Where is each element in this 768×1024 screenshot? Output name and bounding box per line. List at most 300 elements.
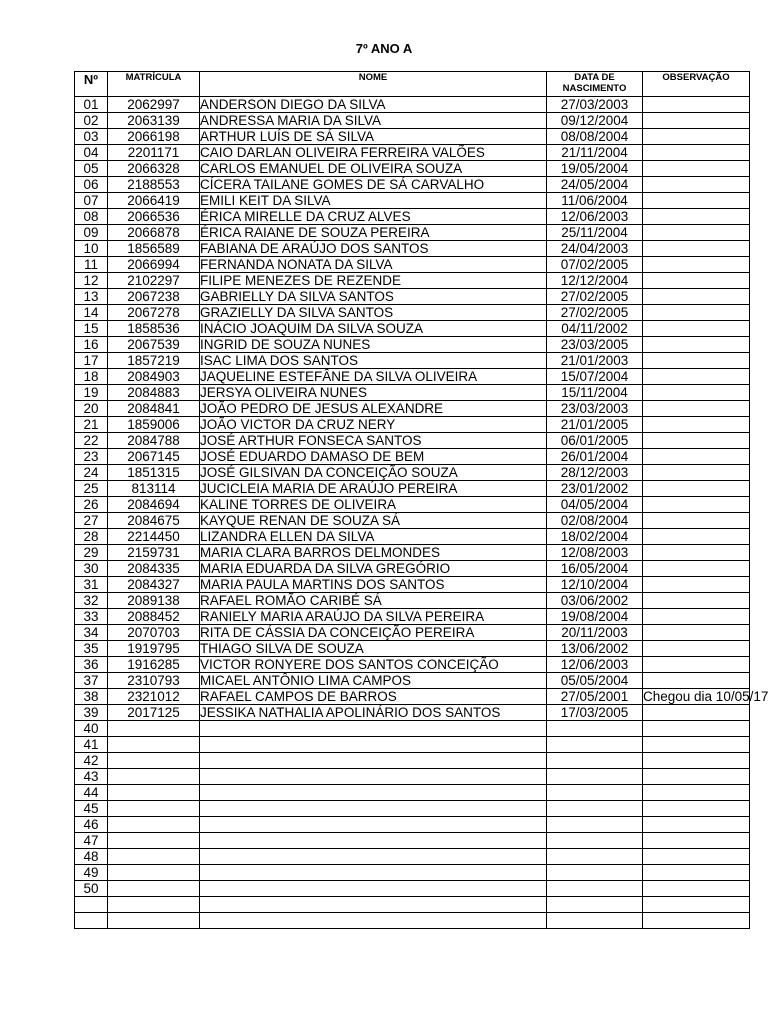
table-row — [75, 417, 750, 433]
header-matricula: MATRÍCULA — [108, 72, 200, 97]
cell-number: 08 — [75, 209, 108, 225]
cell-number: 22 — [75, 433, 108, 449]
cell-nome: EMILI KEIT DA SILVA — [200, 193, 547, 209]
cell-nome: JUCICLEIA MARIA DE ARAÚJO PEREIRA — [200, 481, 547, 497]
cell-data-nascimento: 04/05/2004 — [547, 497, 643, 513]
cell-observacao — [643, 609, 750, 625]
table-row — [75, 497, 750, 513]
table-row — [75, 161, 750, 177]
cell-number: 36 — [75, 657, 108, 673]
cell-nome: ANDRESSA MARIA DA SILVA — [200, 113, 547, 129]
cell-matricula — [108, 897, 200, 913]
cell-matricula — [108, 785, 200, 801]
cell-data-nascimento: 12/06/2003 — [547, 657, 643, 673]
cell-matricula: 2089138 — [108, 593, 200, 609]
cell-observacao — [643, 785, 750, 801]
cell-data-nascimento: 04/11/2002 — [547, 321, 643, 337]
cell-matricula: 2084694 — [108, 497, 200, 513]
cell-number: 33 — [75, 609, 108, 625]
table-row — [75, 241, 750, 257]
cell-data-nascimento — [547, 801, 643, 817]
table-row — [75, 385, 750, 401]
cell-number: 40 — [75, 721, 108, 737]
cell-matricula — [108, 721, 200, 737]
cell-number: 11 — [75, 257, 108, 273]
cell-number: 28 — [75, 529, 108, 545]
cell-matricula: 2201171 — [108, 145, 200, 161]
cell-data-nascimento: 24/05/2004 — [547, 177, 643, 193]
cell-nome: JAQUELINE ESTEFÂNE DA SILVA OLIVEIRA — [200, 369, 547, 385]
cell-matricula: 1919795 — [108, 641, 200, 657]
cell-number: 26 — [75, 497, 108, 513]
cell-nome: MARIA EDUARDA DA SILVA GREGÓRIO — [200, 561, 547, 577]
cell-data-nascimento: 12/06/2003 — [547, 209, 643, 225]
cell-matricula — [108, 801, 200, 817]
table-row — [75, 193, 750, 209]
table-row — [75, 641, 750, 657]
cell-observacao — [643, 129, 750, 145]
table-row — [75, 209, 750, 225]
table-row — [75, 625, 750, 641]
cell-number: 25 — [75, 481, 108, 497]
table-row — [75, 481, 750, 497]
cell-matricula: 2017125 — [108, 705, 200, 721]
cell-data-nascimento: 27/02/2005 — [547, 305, 643, 321]
table-row — [75, 593, 750, 609]
table-row — [75, 561, 750, 577]
cell-observacao — [643, 865, 750, 881]
cell-nome: MARIA CLARA BARROS DELMONDES — [200, 545, 547, 561]
table-row — [75, 897, 750, 913]
cell-matricula: 2066878 — [108, 225, 200, 241]
cell-observacao — [643, 321, 750, 337]
table-row — [75, 865, 750, 881]
cell-matricula: 2102297 — [108, 273, 200, 289]
cell-number: 48 — [75, 849, 108, 865]
cell-number: 41 — [75, 737, 108, 753]
cell-observacao — [643, 161, 750, 177]
cell-matricula — [108, 737, 200, 753]
cell-number: 32 — [75, 593, 108, 609]
cell-number: 38 — [75, 689, 108, 705]
cell-observacao — [643, 721, 750, 737]
cell-nome: INGRID DE SOUZA NUNES — [200, 337, 547, 353]
cell-nome — [200, 897, 547, 913]
table-row — [75, 177, 750, 193]
cell-data-nascimento: 15/07/2004 — [547, 369, 643, 385]
cell-observacao — [643, 737, 750, 753]
cell-data-nascimento: 27/03/2003 — [547, 97, 643, 113]
table-row — [75, 337, 750, 353]
table-row — [75, 577, 750, 593]
cell-nome: ÉRICA RAIANE DE SOUZA PEREIRA — [200, 225, 547, 241]
cell-observacao — [643, 753, 750, 769]
table-row — [75, 913, 750, 929]
cell-data-nascimento: 26/01/2004 — [547, 449, 643, 465]
cell-number — [75, 913, 108, 929]
cell-nome: JESSIKA NATHALIA APOLINÁRIO DOS SANTOS — [200, 705, 547, 721]
table-row — [75, 353, 750, 369]
table-row — [75, 785, 750, 801]
cell-matricula: 2067238 — [108, 289, 200, 305]
cell-observacao: Chegou dia 10/05/17 — [643, 689, 768, 704]
cell-number: 01 — [75, 97, 108, 113]
cell-observacao — [643, 433, 750, 449]
cell-nome: JOSÉ ARTHUR FONSECA SANTOS — [200, 433, 547, 449]
cell-observacao — [643, 353, 750, 369]
cell-data-nascimento — [547, 849, 643, 865]
cell-data-nascimento — [547, 785, 643, 801]
cell-data-nascimento — [547, 737, 643, 753]
cell-number: 03 — [75, 129, 108, 145]
cell-nome: MICAEL ANTÔNIO LIMA CAMPOS — [200, 673, 547, 689]
table-row — [75, 817, 750, 833]
cell-nome — [200, 769, 547, 785]
cell-nome: MARIA PAULA MARTINS DOS SANTOS — [200, 577, 547, 593]
cell-nome: JOÃO VICTOR DA CRUZ NERY — [200, 417, 547, 433]
cell-observacao — [643, 241, 750, 257]
cell-matricula: 2062997 — [108, 97, 200, 113]
table-row — [75, 769, 750, 785]
cell-observacao — [643, 833, 750, 849]
cell-matricula: 1857219 — [108, 353, 200, 369]
cell-matricula: 2188553 — [108, 177, 200, 193]
table-row — [75, 753, 750, 769]
cell-nome: INÁCIO JOAQUIM DA SILVA SOUZA — [200, 321, 547, 337]
cell-data-nascimento: 24/04/2003 — [547, 241, 643, 257]
cell-nome: ARTHUR LUÍS DE SÁ SILVA — [200, 129, 547, 145]
cell-data-nascimento — [547, 881, 643, 897]
cell-number: 46 — [75, 817, 108, 833]
cell-observacao — [643, 481, 750, 497]
cell-number: 35 — [75, 641, 108, 657]
cell-observacao — [643, 801, 750, 817]
cell-matricula: 1858536 — [108, 321, 200, 337]
cell-observacao — [643, 593, 750, 609]
cell-matricula — [108, 769, 200, 785]
cell-matricula: 1856589 — [108, 241, 200, 257]
cell-data-nascimento: 23/03/2003 — [547, 401, 643, 417]
cell-data-nascimento — [547, 913, 643, 929]
cell-observacao — [643, 465, 750, 481]
cell-nome — [200, 737, 547, 753]
cell-matricula: 2084335 — [108, 561, 200, 577]
table-row — [75, 529, 750, 545]
cell-nome — [200, 721, 547, 737]
cell-nome: RAFAEL CAMPOS DE BARROS — [200, 689, 547, 705]
cell-number: 31 — [75, 577, 108, 593]
cell-data-nascimento — [547, 833, 643, 849]
cell-nome: JOÃO PEDRO DE JESUS ALEXANDRE — [200, 401, 547, 417]
cell-nome: GABRIELLY DA SILVA SANTOS — [200, 289, 547, 305]
cell-nome — [200, 849, 547, 865]
cell-observacao — [643, 401, 750, 417]
cell-number: 34 — [75, 625, 108, 641]
cell-observacao — [643, 881, 750, 897]
cell-observacao — [643, 337, 750, 353]
table-row — [75, 465, 750, 481]
cell-observacao — [643, 257, 750, 273]
page-title: 7º ANO A — [355, 41, 413, 56]
cell-number: 29 — [75, 545, 108, 561]
cell-number: 17 — [75, 353, 108, 369]
cell-matricula — [108, 913, 200, 929]
cell-observacao — [643, 113, 750, 129]
cell-data-nascimento — [547, 865, 643, 881]
cell-data-nascimento: 18/02/2004 — [547, 529, 643, 545]
cell-data-nascimento — [547, 769, 643, 785]
cell-nome — [200, 801, 547, 817]
cell-nome: GRAZIELLY DA SILVA SANTOS — [200, 305, 547, 321]
cell-nome: KAYQUE RENAN DE SOUZA SÁ — [200, 513, 547, 529]
cell-data-nascimento: 19/05/2004 — [547, 161, 643, 177]
table-row — [75, 689, 750, 705]
cell-matricula: 1916285 — [108, 657, 200, 673]
table-row — [75, 849, 750, 865]
table-row — [75, 609, 750, 625]
cell-matricula — [108, 881, 200, 897]
cell-data-nascimento: 16/05/2004 — [547, 561, 643, 577]
cell-number: 39 — [75, 705, 108, 721]
cell-observacao — [643, 385, 750, 401]
table-row — [75, 321, 750, 337]
cell-matricula: 2066994 — [108, 257, 200, 273]
cell-nome: FERNANDA NONATA DA SILVA — [200, 257, 547, 273]
cell-number: 42 — [75, 753, 108, 769]
table-row — [75, 705, 750, 721]
cell-observacao — [643, 529, 750, 545]
cell-nome: CÍCERA TAILANE GOMES DE SÁ CARVALHO — [200, 177, 547, 193]
cell-observacao — [643, 305, 750, 321]
cell-observacao — [643, 673, 750, 689]
table-row — [75, 721, 750, 737]
header-number: Nº — [75, 72, 108, 97]
cell-matricula — [108, 817, 200, 833]
cell-data-nascimento: 21/01/2005 — [547, 417, 643, 433]
cell-matricula: 2066536 — [108, 209, 200, 225]
table-row — [75, 801, 750, 817]
cell-data-nascimento: 23/03/2005 — [547, 337, 643, 353]
cell-data-nascimento: 12/12/2004 — [547, 273, 643, 289]
cell-observacao — [643, 417, 750, 433]
cell-nome: RAFAEL ROMÃO CARIBÉ SÁ — [200, 593, 547, 609]
cell-number: 02 — [75, 113, 108, 129]
table-row — [75, 289, 750, 305]
table-row — [75, 433, 750, 449]
cell-observacao — [643, 705, 750, 721]
cell-data-nascimento: 05/05/2004 — [547, 673, 643, 689]
cell-number: 12 — [75, 273, 108, 289]
header-nome: NOME — [200, 72, 547, 97]
cell-matricula: 2088452 — [108, 609, 200, 625]
cell-number: 10 — [75, 241, 108, 257]
cell-observacao — [643, 193, 750, 209]
cell-observacao — [643, 369, 750, 385]
cell-matricula: 2067539 — [108, 337, 200, 353]
cell-data-nascimento: 03/06/2002 — [547, 593, 643, 609]
cell-data-nascimento: 21/11/2004 — [547, 145, 643, 161]
table-row — [75, 273, 750, 289]
cell-nome: VICTOR RONYERE DOS SANTOS CONCEIÇÃO — [200, 657, 547, 673]
cell-data-nascimento: 11/06/2004 — [547, 193, 643, 209]
cell-number: 23 — [75, 449, 108, 465]
table-row — [75, 113, 750, 129]
cell-number: 20 — [75, 401, 108, 417]
cell-observacao — [643, 561, 750, 577]
cell-matricula: 2084675 — [108, 513, 200, 529]
cell-matricula: 2214450 — [108, 529, 200, 545]
cell-number: 05 — [75, 161, 108, 177]
table-row — [75, 545, 750, 561]
table-row — [75, 225, 750, 241]
cell-data-nascimento — [547, 721, 643, 737]
cell-number: 06 — [75, 177, 108, 193]
cell-data-nascimento: 15/11/2004 — [547, 385, 643, 401]
table-row — [75, 305, 750, 321]
cell-matricula: 2066198 — [108, 129, 200, 145]
cell-matricula: 2084903 — [108, 369, 200, 385]
cell-observacao — [643, 225, 750, 241]
cell-nome: CAIO DARLAN OLIVEIRA FERREIRA VALÕES — [200, 145, 547, 161]
cell-matricula: 2063139 — [108, 113, 200, 129]
cell-data-nascimento: 08/08/2004 — [547, 129, 643, 145]
cell-matricula — [108, 833, 200, 849]
cell-number: 07 — [75, 193, 108, 209]
cell-observacao — [643, 145, 750, 161]
table-body — [75, 97, 768, 929]
cell-observacao — [643, 769, 750, 785]
cell-data-nascimento: 06/01/2005 — [547, 433, 643, 449]
cell-nome: JERSYA OLIVEIRA NUNES — [200, 385, 547, 401]
table-row — [75, 833, 750, 849]
cell-data-nascimento: 27/02/2005 — [547, 289, 643, 305]
cell-observacao — [643, 497, 750, 513]
cell-observacao — [643, 289, 750, 305]
cell-number: 16 — [75, 337, 108, 353]
cell-number: 50 — [75, 881, 108, 897]
cell-number: 47 — [75, 833, 108, 849]
cell-number: 44 — [75, 785, 108, 801]
table-row — [75, 257, 750, 273]
cell-observacao — [643, 97, 750, 113]
cell-data-nascimento — [547, 817, 643, 833]
cell-matricula — [108, 753, 200, 769]
cell-data-nascimento: 25/11/2004 — [547, 225, 643, 241]
cell-nome — [200, 881, 547, 897]
cell-nome: LIZANDRA ELLEN DA SILVA — [200, 529, 547, 545]
cell-number: 37 — [75, 673, 108, 689]
cell-matricula: 2310793 — [108, 673, 200, 689]
cell-nome: CARLOS EMANUEL DE OLIVEIRA SOUZA — [200, 161, 547, 177]
header-data-line1: DATA DE — [574, 72, 615, 83]
cell-matricula: 2066328 — [108, 161, 200, 177]
cell-number: 13 — [75, 289, 108, 305]
cell-data-nascimento: 27/05/2001 — [547, 689, 643, 705]
cell-nome: FABIANA DE ARAÚJO DOS SANTOS — [200, 241, 547, 257]
cell-number — [75, 897, 108, 913]
cell-observacao — [643, 209, 750, 225]
cell-nome: RITA DE CÁSSIA DA CONCEIÇÃO PEREIRA — [200, 625, 547, 641]
table-row — [75, 657, 750, 673]
cell-number: 49 — [75, 865, 108, 881]
table-row — [75, 369, 750, 385]
cell-matricula: 813114 — [108, 481, 200, 497]
cell-number: 14 — [75, 305, 108, 321]
cell-data-nascimento: 13/06/2002 — [547, 641, 643, 657]
cell-nome: KALINE TORRES DE OLIVEIRA — [200, 497, 547, 513]
cell-matricula: 1859006 — [108, 417, 200, 433]
cell-number: 30 — [75, 561, 108, 577]
cell-observacao — [643, 641, 750, 657]
cell-observacao — [643, 849, 750, 865]
cell-number: 04 — [75, 145, 108, 161]
cell-matricula: 2084327 — [108, 577, 200, 593]
cell-nome — [200, 913, 547, 929]
cell-matricula: 2084788 — [108, 433, 200, 449]
cell-nome: JOSÉ EDUARDO DAMASO DE BEM — [200, 449, 547, 465]
table-row — [75, 737, 750, 753]
cell-matricula: 2159731 — [108, 545, 200, 561]
cell-data-nascimento — [547, 897, 643, 913]
cell-data-nascimento: 12/08/2003 — [547, 545, 643, 561]
cell-matricula: 2321012 — [108, 689, 200, 705]
cell-nome — [200, 785, 547, 801]
cell-nome: FILIPE MENEZES DE REZENDE — [200, 273, 547, 289]
cell-number: 21 — [75, 417, 108, 433]
table-header-row — [75, 72, 750, 97]
cell-nome — [200, 833, 547, 849]
cell-observacao — [643, 577, 750, 593]
cell-observacao — [643, 897, 750, 913]
cell-data-nascimento: 09/12/2004 — [547, 113, 643, 129]
table-row — [75, 513, 750, 529]
cell-matricula — [108, 865, 200, 881]
cell-observacao — [643, 177, 750, 193]
cell-nome — [200, 753, 547, 769]
cell-number: 18 — [75, 369, 108, 385]
cell-nome — [200, 817, 547, 833]
table-row — [75, 401, 750, 417]
cell-data-nascimento: 12/10/2004 — [547, 577, 643, 593]
cell-observacao — [643, 913, 750, 929]
cell-nome: JOSÉ GILSIVAN DA CONCEIÇÃO SOUZA — [200, 465, 547, 481]
table-row — [75, 129, 750, 145]
cell-nome: ÉRICA MIRELLE DA CRUZ ALVES — [200, 209, 547, 225]
cell-observacao — [643, 817, 750, 833]
cell-data-nascimento: 07/02/2005 — [547, 257, 643, 273]
cell-data-nascimento: 17/03/2005 — [547, 705, 643, 721]
header-observacao: OBSERVAÇÃO — [643, 72, 750, 97]
cell-nome: ANDERSON DIEGO DA SILVA — [200, 97, 547, 113]
cell-nome: ISAC LIMA DOS SANTOS — [200, 353, 547, 369]
table-row — [75, 145, 750, 161]
cell-matricula: 2067278 — [108, 305, 200, 321]
cell-data-nascimento: 20/11/2003 — [547, 625, 643, 641]
cell-matricula: 2084841 — [108, 401, 200, 417]
table-row — [75, 881, 750, 897]
cell-matricula: 1851315 — [108, 465, 200, 481]
cell-data-nascimento: 23/01/2002 — [547, 481, 643, 497]
cell-observacao — [643, 545, 750, 561]
cell-data-nascimento — [547, 753, 643, 769]
cell-matricula: 2067145 — [108, 449, 200, 465]
cell-number: 19 — [75, 385, 108, 401]
cell-observacao — [643, 273, 750, 289]
cell-observacao — [643, 449, 750, 465]
table-row — [75, 673, 750, 689]
cell-nome: RANIELY MARIA ARAÚJO DA SILVA PEREIRA — [200, 609, 547, 625]
cell-number: 24 — [75, 465, 108, 481]
